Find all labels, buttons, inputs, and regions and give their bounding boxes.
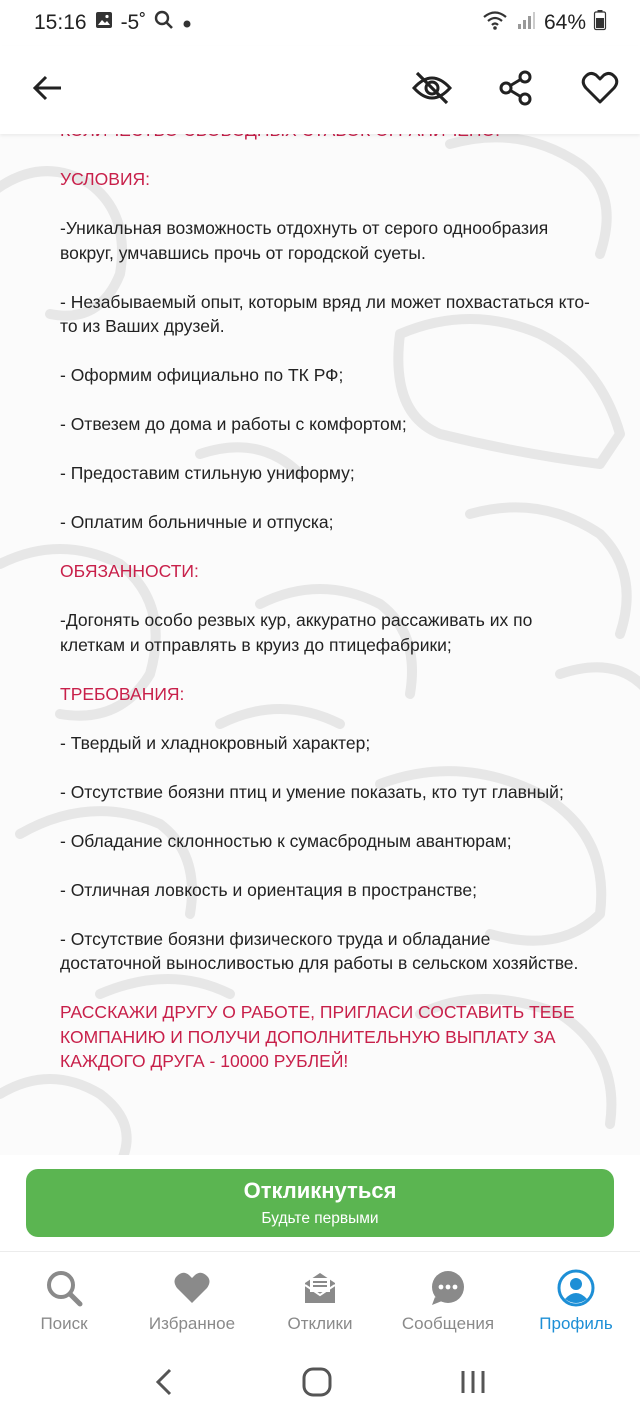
status-right: [482, 9, 606, 37]
recents-icon: [458, 1367, 488, 1397]
requirement-item: - Твердый и хладнокровный характер;: [60, 732, 371, 753]
nav-profile-label: Профиль: [539, 1314, 613, 1333]
requirement-item: - Обладание склонностью к сумасбродным авантюрам;: [60, 830, 512, 851]
status-time: 15:16: [34, 11, 87, 34]
nav-responses-label: Отклики: [287, 1314, 353, 1333]
requirements-heading: ТРЕБОВАНИЯ:: [60, 683, 185, 704]
description-text: [60, 118, 590, 1098]
search-icon: [44, 1268, 84, 1308]
status-temp: -5˚: [120, 11, 147, 34]
nav-favorites-label: Избранное: [148, 1314, 236, 1333]
nav-search-label: Поиск: [40, 1314, 88, 1333]
home-circle-icon: [301, 1366, 333, 1398]
nav-search[interactable]: [0, 1252, 128, 1346]
system-back-button[interactable]: [152, 1367, 176, 1402]
share-icon: [498, 70, 534, 106]
condition-item: - Отвезем до дома и работы с комфортом;: [60, 414, 407, 434]
back-button[interactable]: [26, 66, 70, 110]
wifi-icon: [482, 9, 508, 37]
condition-item: - Оплатим больничные и отпуска;: [60, 512, 334, 532]
hide-button[interactable]: [410, 66, 454, 110]
duty-item: -Догонять особо резвых кур, аккуратно рассаживать их по клеткам и отправлять в круиз до птицефабрики;: [60, 610, 533, 655]
search-status-icon: [154, 10, 174, 36]
nav-messages-label: Сообщения: [401, 1314, 495, 1333]
condition-item: -Уникальная возможность отдохнуть от серого однообразия вокруг, умчавшись прочь от городской суеты.: [60, 218, 549, 263]
requirement-item: - Отличная ловкость и ориентация в пространстве;: [60, 879, 477, 900]
chat-bubble-icon: [428, 1268, 468, 1308]
system-home-button[interactable]: [301, 1366, 333, 1403]
nav-favorites[interactable]: [128, 1252, 256, 1346]
back-arrow-icon: [32, 72, 64, 104]
condition-item: - Незабываемый опыт, которым вряд ли может похвастаться кто-то из Ваших друзей.: [60, 291, 590, 336]
system-navigation: [0, 1346, 640, 1423]
vacancy-description[interactable]: [0, 134, 640, 1155]
favorite-button[interactable]: [578, 66, 622, 110]
system-recents-button[interactable]: [458, 1367, 488, 1402]
apply-button[interactable]: [26, 1169, 614, 1237]
nav-profile[interactable]: [512, 1252, 640, 1346]
requirement-item: - Отсутствие боязни физического труда и обладание достаточной выносливостью для работы в сельском хозяйстве.: [60, 928, 579, 973]
referral-text: РАССКАЖИ ДРУГУ О РАБОТЕ, ПРИГЛАСИ СОСТАВИТЬ ТЕБЕ КОМПАНИЮ И ПОЛУЧИ ДОПОЛНИТЕЛЬНУЮ ВЫПЛАТУ ЗА КАЖДОГО ДРУГА - 10000 РУБЛЕЙ!: [60, 1002, 575, 1071]
nav-messages[interactable]: [384, 1252, 512, 1346]
apply-button-title: Откликнуться: [243, 1178, 397, 1203]
chevron-left-icon: [152, 1367, 176, 1397]
requirement-item: - Отсутствие боязни птиц и умение показать, кто тут главный;: [60, 781, 564, 802]
notification-dot-icon: [182, 11, 192, 35]
profile-icon: [556, 1268, 596, 1308]
condition-item: - Оформим официально по ТК РФ;: [60, 365, 344, 385]
status-left: [34, 10, 192, 36]
apply-button-subtitle: Будьте первыми: [261, 1210, 379, 1227]
share-button[interactable]: [494, 66, 538, 110]
heart-icon: [172, 1268, 212, 1308]
battery-percent: 64%: [543, 11, 586, 34]
nav-responses[interactable]: [256, 1252, 384, 1346]
battery-icon: [594, 10, 606, 36]
signal-icon: [516, 10, 536, 36]
responses-icon: [300, 1268, 340, 1308]
condition-item: - Предоставим стильную униформу;: [60, 463, 355, 483]
eye-off-icon: [411, 70, 453, 106]
bottom-navigation: [0, 1251, 640, 1346]
apply-area: [0, 1155, 640, 1251]
conditions-heading: УСЛОВИЯ:: [60, 169, 151, 189]
duties-heading: ОБЯЗАННОСТИ:: [60, 561, 199, 581]
status-bar: [0, 0, 640, 46]
gallery-icon: [95, 11, 113, 35]
top-app-bar: [0, 46, 640, 134]
heart-outline-icon: [581, 71, 619, 105]
top-actions: [410, 66, 622, 110]
